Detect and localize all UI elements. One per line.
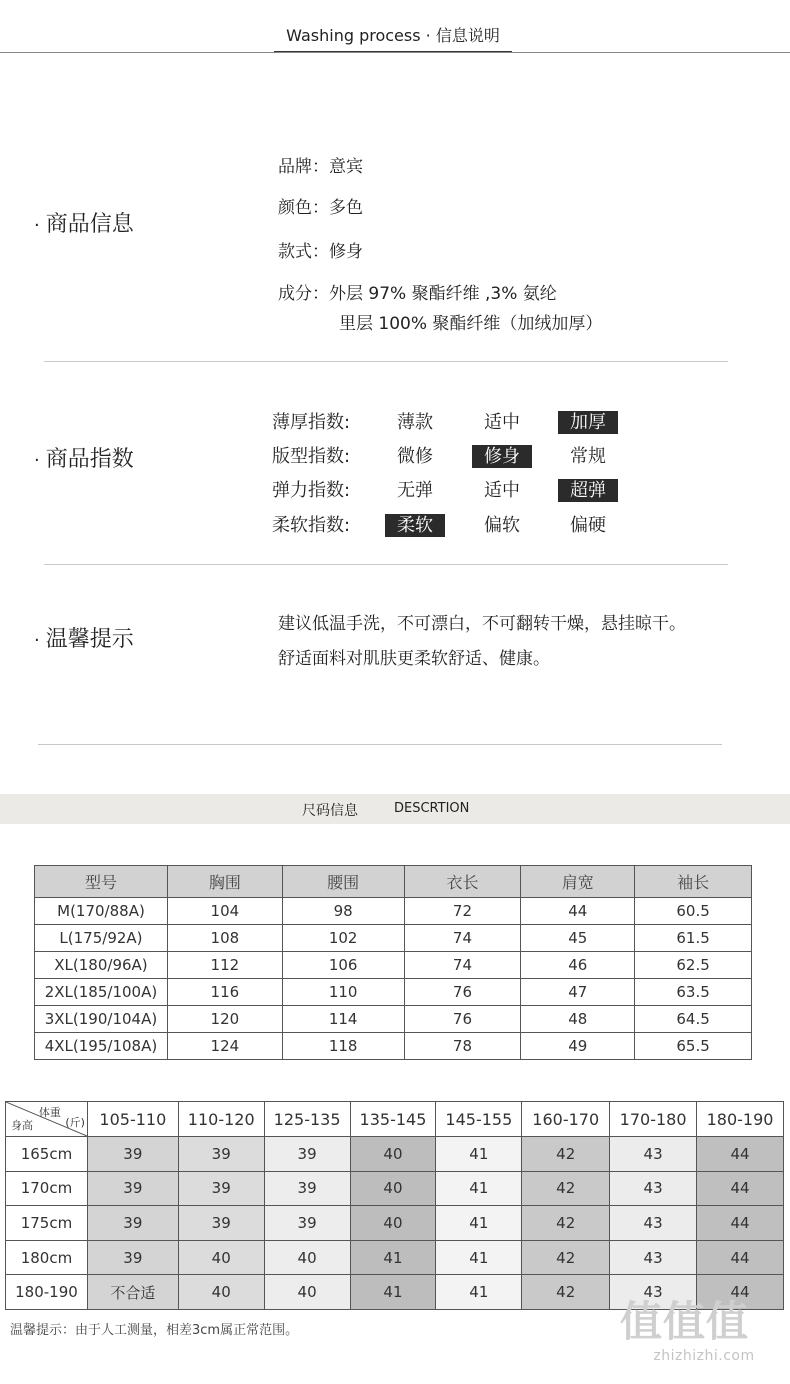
size-value-cell: 104 [167, 898, 282, 925]
size-cell: 40 [178, 1240, 264, 1275]
size-value-cell: 49 [521, 1033, 635, 1060]
height-row-header: 175cm [6, 1206, 88, 1241]
weight-column-header: 110-120 [178, 1102, 264, 1137]
watermark-logo: 值值值 [620, 1297, 750, 1346]
index-option: 常规 [570, 446, 606, 467]
section-label: 商品指数 [45, 447, 134, 472]
info-material-outer: 成分：外层 97% 聚酯纤维 ,3% 氨纶 [278, 284, 557, 304]
size-cell: 40 [350, 1137, 436, 1172]
weight-column-header: 170-180 [610, 1102, 697, 1137]
size-value-cell: 48 [521, 1006, 635, 1033]
size-value-cell: 78 [404, 1033, 521, 1060]
corner-header [6, 1102, 88, 1137]
section-label: 商品信息 [45, 212, 134, 237]
index-option: 偏硬 [570, 515, 606, 536]
index-option: 适中 [484, 480, 520, 501]
size-value-cell: 74 [404, 952, 521, 979]
header-divider [0, 52, 790, 53]
size-cell: 39 [87, 1240, 178, 1275]
tip-line: 建议低温手洗，不可漂白，不可翻转干燥，悬挂晾干。 [278, 614, 686, 634]
size-value-cell: 63.5 [635, 979, 752, 1006]
height-row-header: 180-190 [6, 1275, 88, 1310]
weight-column-header: 135-145 [350, 1102, 436, 1137]
size-cell: 39 [178, 1206, 264, 1241]
corner-weight-label: 体重 [38, 1106, 61, 1119]
size-column-header: 胸围 [167, 866, 282, 898]
size-cell: 40 [264, 1275, 350, 1310]
divider [38, 744, 722, 745]
size-cell: 41 [436, 1137, 522, 1172]
weight-column-header: 180-190 [697, 1102, 784, 1137]
size-column-header: 肩宽 [521, 866, 635, 898]
size-cell: 42 [522, 1275, 610, 1310]
weight-column-header: 125-135 [264, 1102, 350, 1137]
size-cell: 41 [436, 1275, 522, 1310]
section-tips: · 温馨提示 [34, 627, 134, 652]
index-option-selected: 超弹 [558, 479, 618, 502]
size-value-cell: 118 [282, 1033, 404, 1060]
index-option: 微修 [397, 446, 433, 467]
table-row [6, 1206, 784, 1241]
size-cell: 39 [264, 1171, 350, 1206]
size-cell: 43 [610, 1206, 697, 1241]
size-name-cell: L(175/92A) [35, 925, 168, 952]
watermark [620, 1296, 788, 1384]
weight-column-header: 105-110 [87, 1102, 178, 1137]
size-value-cell: 110 [282, 979, 404, 1006]
tip-line: 舒适面料对肌肤更柔软舒适、健康。 [278, 649, 550, 669]
size-name-cell: 3XL(190/104A) [35, 1006, 168, 1033]
size-cell: 44 [697, 1206, 784, 1241]
size-name-cell: 4XL(195/108A) [35, 1033, 168, 1060]
size-cell: 39 [178, 1171, 264, 1206]
size-value-cell: 76 [404, 979, 521, 1006]
index-label: 薄厚指数: [272, 412, 351, 433]
size-name-cell: M(170/88A) [35, 898, 168, 925]
size-value-cell: 44 [521, 898, 635, 925]
index-option: 偏软 [484, 515, 520, 536]
size-column-header: 型号 [35, 866, 168, 898]
table-row [6, 1171, 784, 1206]
size-cell: 42 [522, 1206, 610, 1241]
size-value-cell: 108 [167, 925, 282, 952]
size-value-cell: 76 [404, 1006, 521, 1033]
size-value-cell: 116 [167, 979, 282, 1006]
size-value-cell: 60.5 [635, 898, 752, 925]
size-value-cell: 124 [167, 1033, 282, 1060]
table-row [35, 1006, 752, 1033]
divider [44, 361, 728, 362]
page-title: Washing process · 信息说明 [274, 20, 512, 52]
index-label: 版型指数: [272, 446, 351, 467]
watermark-url: zhizhizhi.com [653, 1348, 755, 1364]
size-cell: 41 [350, 1240, 436, 1275]
index-option-selected: 加厚 [558, 411, 618, 434]
index-option: 无弹 [397, 480, 433, 501]
size-cell: 40 [350, 1171, 436, 1206]
index-label: 弹力指数: [272, 480, 351, 501]
size-cell: 40 [350, 1206, 436, 1241]
size-info-subtitle: DESCRTION [394, 801, 470, 816]
footnote: 温馨提示：由于人工测量，相差3cm属正常范围。 [10, 1323, 299, 1338]
size-value-cell: 72 [404, 898, 521, 925]
section-product-info: · 商品信息 [34, 212, 134, 237]
weight-height-table [5, 1101, 784, 1310]
size-info-band [0, 794, 790, 824]
size-value-cell: 112 [167, 952, 282, 979]
size-column-header: 袖长 [635, 866, 752, 898]
table-row [35, 898, 752, 925]
size-cell: 44 [697, 1137, 784, 1172]
info-brand: 品牌：意宾 [278, 157, 363, 177]
divider [44, 564, 728, 565]
size-value-cell: 120 [167, 1006, 282, 1033]
size-value-cell: 114 [282, 1006, 404, 1033]
size-cell: 39 [264, 1137, 350, 1172]
height-row-header: 170cm [6, 1171, 88, 1206]
size-name-cell: XL(180/96A) [35, 952, 168, 979]
table-row [35, 1033, 752, 1060]
size-cell: 41 [436, 1206, 522, 1241]
size-cell: 43 [610, 1171, 697, 1206]
size-cell: 44 [697, 1171, 784, 1206]
size-cell: 40 [178, 1275, 264, 1310]
info-style: 款式：修身 [278, 242, 363, 262]
corner-unit-label: (斤) [65, 1116, 85, 1129]
size-cell: 41 [436, 1240, 522, 1275]
info-material-inner: 里层 100% 聚酯纤维（加绒加厚） [339, 314, 603, 334]
size-name-cell: 2XL(185/100A) [35, 979, 168, 1006]
size-value-cell: 47 [521, 979, 635, 1006]
index-option: 适中 [484, 412, 520, 433]
table-row [35, 979, 752, 1006]
table-row [35, 952, 752, 979]
index-option-selected: 修身 [472, 445, 532, 468]
size-table [34, 865, 752, 1060]
table-row [35, 925, 752, 952]
weight-column-header: 145-155 [436, 1102, 522, 1137]
size-cell: 39 [87, 1206, 178, 1241]
size-cell: 43 [610, 1275, 697, 1310]
table-row [6, 1137, 784, 1172]
size-column-header: 衣长 [404, 866, 521, 898]
size-value-cell: 45 [521, 925, 635, 952]
size-cell: 42 [522, 1240, 610, 1275]
size-cell: 41 [350, 1275, 436, 1310]
height-row-header: 165cm [6, 1137, 88, 1172]
size-cell: 39 [264, 1206, 350, 1241]
section-product-index: · 商品指数 [34, 447, 134, 472]
size-column-header: 腰围 [282, 866, 404, 898]
size-value-cell: 64.5 [635, 1006, 752, 1033]
size-value-cell: 74 [404, 925, 521, 952]
size-value-cell: 46 [521, 952, 635, 979]
index-label: 柔软指数: [272, 515, 351, 536]
size-cell: 39 [87, 1171, 178, 1206]
size-cell: 44 [697, 1240, 784, 1275]
size-cell: 43 [610, 1240, 697, 1275]
size-value-cell: 98 [282, 898, 404, 925]
size-cell: 43 [610, 1137, 697, 1172]
size-value-cell: 61.5 [635, 925, 752, 952]
size-cell: 39 [178, 1137, 264, 1172]
size-value-cell: 65.5 [635, 1033, 752, 1060]
size-cell: 42 [522, 1171, 610, 1206]
size-value-cell: 102 [282, 925, 404, 952]
size-info-title: 尺码信息 [302, 803, 358, 819]
size-cell: 41 [436, 1171, 522, 1206]
table-row [6, 1240, 784, 1275]
info-color: 颜色：多色 [278, 198, 363, 218]
size-value-cell: 62.5 [635, 952, 752, 979]
size-cell: 不合适 [87, 1275, 178, 1310]
index-option-selected: 柔软 [385, 514, 445, 537]
weight-column-header: 160-170 [522, 1102, 610, 1137]
size-cell: 40 [264, 1240, 350, 1275]
height-row-header: 180cm [6, 1240, 88, 1275]
size-value-cell: 106 [282, 952, 404, 979]
index-option: 薄款 [397, 412, 433, 433]
size-cell: 44 [697, 1275, 784, 1310]
corner-height-label: 身高 [11, 1119, 33, 1132]
size-cell: 42 [522, 1137, 610, 1172]
section-label: 温馨提示 [45, 627, 134, 652]
size-cell: 39 [87, 1137, 178, 1172]
